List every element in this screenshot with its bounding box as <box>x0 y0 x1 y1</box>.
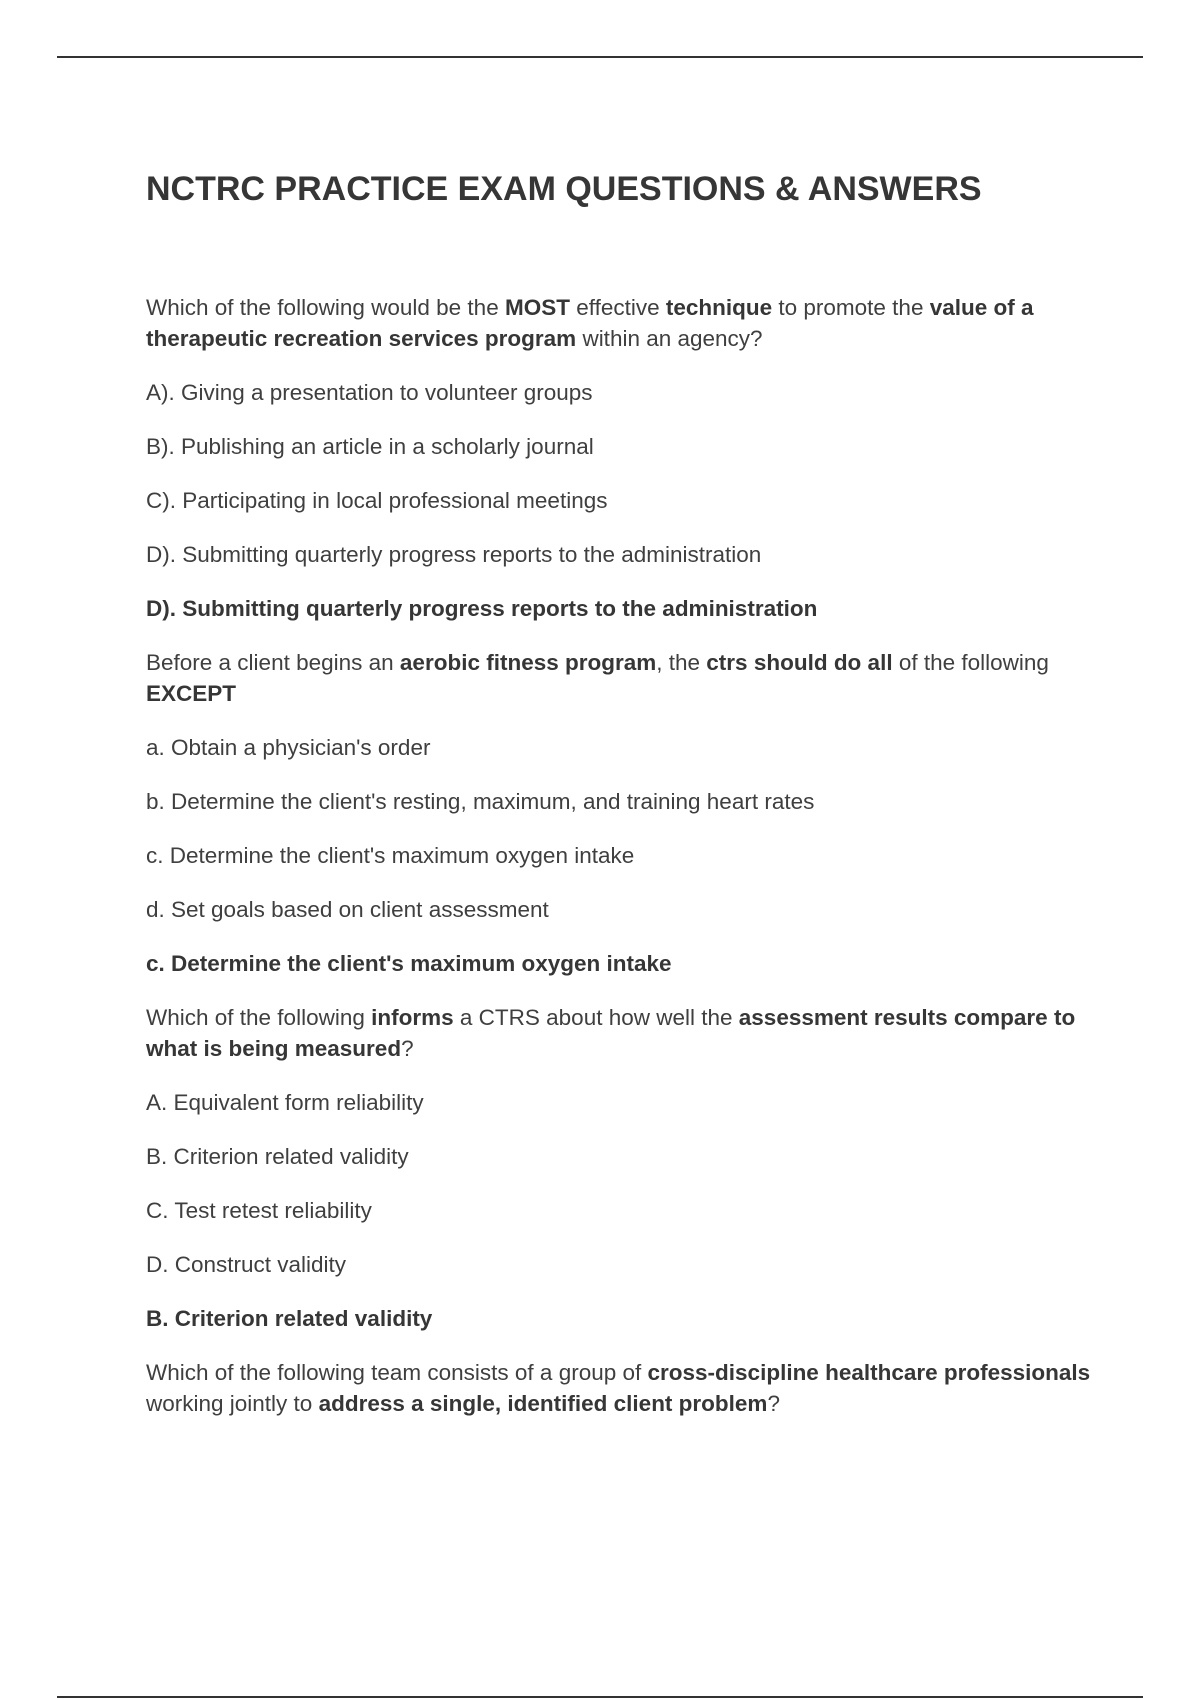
answer-option: B. Criterion related validity <box>146 1144 409 1169</box>
correct-answer: B. Criterion related validity <box>146 1306 433 1331</box>
question-text: Before a client begins an aerobic fitness program, the ctrs should do all of the following EXCEPT <box>146 650 1049 706</box>
correct-answer: c. Determine the client's maximum oxygen intake <box>146 951 672 976</box>
answer-option: b. Determine the client's resting, maximum, and training heart rates <box>146 789 815 814</box>
answer-option: C. Test retest reliability <box>146 1198 372 1223</box>
page-title: NCTRC PRACTICE EXAM QUESTIONS & ANSWERS <box>146 170 982 208</box>
answer-option: d. Set goals based on client assessment <box>146 897 549 922</box>
answer-option: B). Publishing an article in a scholarly journal <box>146 434 594 459</box>
top-divider <box>57 56 1143 58</box>
answer-option: D). Submitting quarterly progress reports to the administration <box>146 542 762 567</box>
answer-option: A). Giving a presentation to volunteer groups <box>146 380 593 405</box>
answer-option: C). Participating in local professional meetings <box>146 488 608 513</box>
question-text: Which of the following informs a CTRS about how well the assessment results compare to what is being measured? <box>146 1005 1076 1061</box>
correct-answer: D). Submitting quarterly progress reports to the administration <box>146 596 818 621</box>
question-list <box>146 292 1096 1442</box>
bottom-divider <box>57 1696 1143 1698</box>
question-text: Which of the following would be the MOST effective technique to promote the value of a therapeutic recreation services program within an agency? <box>146 295 1034 351</box>
answer-option: D. Construct validity <box>146 1252 347 1277</box>
answer-option: c. Determine the client's maximum oxygen intake <box>146 843 635 868</box>
question-text: Which of the following team consists of a group of cross-discipline healthcare professionals working jointly to address a single, identified client problem? <box>146 1360 1091 1416</box>
answer-option: a. Obtain a physician's order <box>146 735 431 760</box>
answer-option: A. Equivalent form reliability <box>146 1090 424 1115</box>
